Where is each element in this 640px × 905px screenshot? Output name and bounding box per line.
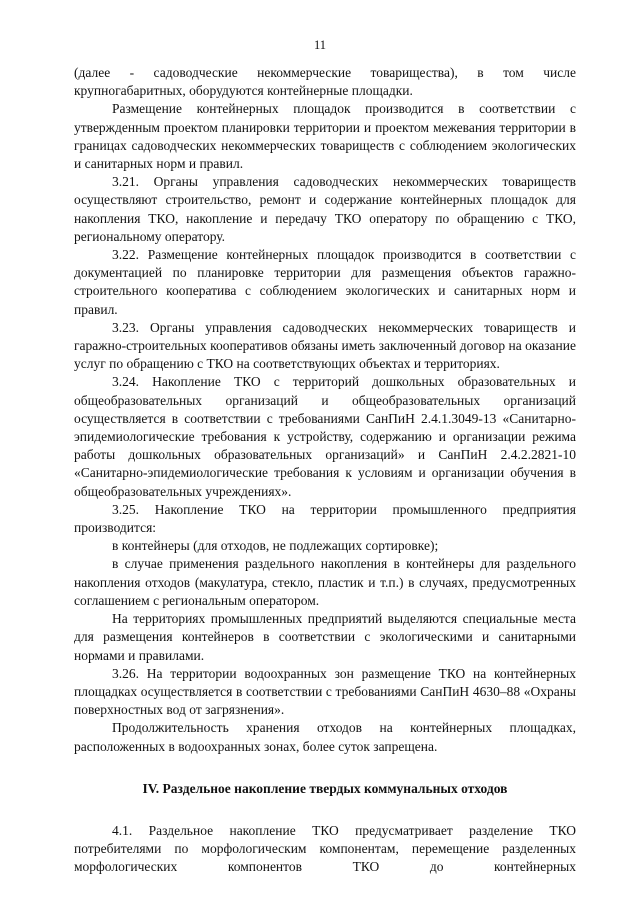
paragraph-4-1: 4.1. Раздельное накопление ТКО предусматривает разделение ТКО потребителями по морфологическим компонентам, перемещение разделенных морфологических компонентов ТКО до контейнерных: [74, 822, 576, 875]
paragraph-continuation: (далее - садоводческие некоммерческие товарищества), в том числе крупногабаритных, оборудуются контейнерные площадки.: [74, 65, 576, 99]
paragraph-3-21: 3.21. Органы управления садоводческих некоммерческих товариществ осуществляют строительство, ремонт и содержание контейнерных площадок для накопления ТКО, накопление и передачу ТКО оператору по обращению с ТКО, региональному оператору.: [74, 174, 576, 244]
paragraph-3-22: 3.22. Размещение контейнерных площадок производится в соответствии с документацией по планировке территории для размещения объектов гаражно-строительного кооператива с соблюдением экологических и санитарных норм и правил.: [74, 247, 576, 317]
paragraph-placement-garden: Размещение контейнерных площадок производится в соответствии с утвержденным проектом планировки территории и проектом межевания территории в границах садоводческих некоммерческих товариществ с соблюдением экологических и санитарных норм и правил.: [74, 101, 576, 172]
paragraph-3-26: 3.26. На территории водоохранных зон размещение ТКО на контейнерных площадках осуществляется в соответствии с требованиями СанПиН 4630–88 «Охраны поверхностных вод от загрязнения».: [74, 665, 576, 718]
paragraph-3-25-b: в случае применения раздельного накопления в контейнеры для раздельного накопления отходов (макулатура, стекло, пластик и т.п.) в случаях, предусмотренных соглашением с региональным оператором.: [74, 556, 576, 608]
paragraph-3-23: 3.23. Органы управления садоводческих некоммерческих товариществ и гаражно-строительных кооперативов обязаны иметь заключенный договор на оказание услуг по обращению с ТКО на соответствующих объектах и территориях.: [74, 319, 576, 372]
paragraph-storage-duration: Продолжительность хранения отходов на контейнерных площадках, расположенных в водоохранных зонах, более суток запрещена.: [74, 720, 576, 754]
page-number: 11: [313, 38, 327, 52]
paragraph-industrial-places: На территориях промышленных предприятий выделяются специальные места для размещения контейнеров в соответствии с экологическими и санитарными нормами и правилами.: [74, 611, 576, 663]
paragraph-3-25: 3.25. Накопление ТКО на территории промышленного предприятия производится:: [74, 501, 576, 536]
section-iii-continuation: [74, 64, 576, 756]
document-body: [74, 64, 576, 877]
paragraph-3-25-a: в контейнеры (для отходов, не подлежащих сортировке);: [112, 538, 439, 554]
paragraph-3-24: 3.24. Накопление ТКО с территорий дошкольных образовательных и общеобразовательных организаций и общеобразовательных организаций осуществляется в соответствии с требованиями СанПиН 2.4.1.3049-13 «Санитарно-эпидемиологические требования к устройству, содержанию и организации режима работы дошкольных образовательных организаций» и СанПиН 2.4.2.2821-10 «Санитарно-эпидемиологические требования к условиям и организации обучения в общеобразовательных учреждениях».: [74, 374, 576, 499]
section-heading: IV. Раздельное накопление твердых коммунальных отходов: [142, 780, 508, 796]
section-iv-body: [74, 822, 576, 877]
